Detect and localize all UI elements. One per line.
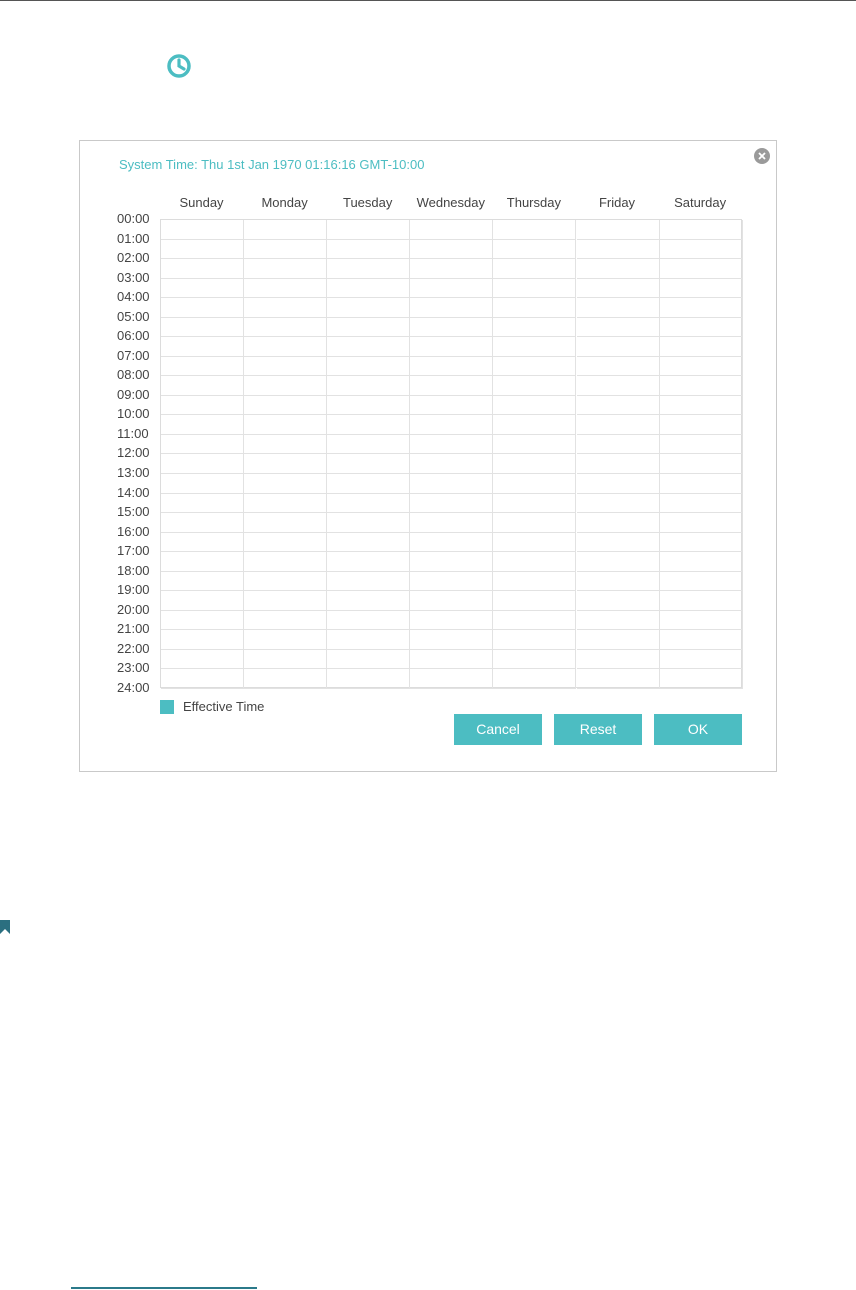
time-label: 15:00 — [117, 504, 150, 520]
schedule-cell[interactable] — [327, 474, 410, 494]
schedule-cell[interactable] — [410, 552, 493, 572]
schedule-cell[interactable] — [161, 630, 244, 650]
schedule-cell[interactable] — [327, 318, 410, 338]
schedule-cell[interactable] — [244, 415, 327, 435]
schedule-cell[interactable] — [493, 357, 576, 377]
schedule-cell[interactable] — [577, 396, 660, 416]
schedule-cell[interactable] — [410, 591, 493, 611]
schedule-cell[interactable] — [577, 298, 660, 318]
schedule-cell[interactable] — [660, 279, 743, 299]
time-label: 18:00 — [117, 562, 150, 578]
schedule-cell[interactable] — [493, 611, 576, 631]
schedule-cell[interactable] — [327, 298, 410, 318]
schedule-cell[interactable] — [244, 494, 327, 514]
time-label: 12:00 — [117, 445, 150, 461]
schedule-cell[interactable] — [493, 337, 576, 357]
schedule-cell[interactable] — [410, 669, 493, 689]
schedule-cell[interactable] — [161, 396, 244, 416]
schedule-cell[interactable] — [327, 279, 410, 299]
schedule-cell[interactable] — [577, 650, 660, 670]
time-label: 11:00 — [117, 425, 149, 441]
system-time: System Time: Thu 1st Jan 1970 01:16:16 GMT-10:00 — [119, 157, 425, 172]
schedule-cell[interactable] — [410, 474, 493, 494]
schedule-cell[interactable] — [577, 240, 660, 260]
time-label: 14:00 — [117, 484, 150, 500]
schedule-cell[interactable] — [493, 396, 576, 416]
schedule-cell[interactable] — [161, 494, 244, 514]
schedule-cell[interactable] — [244, 376, 327, 396]
schedule-cell[interactable] — [493, 494, 576, 514]
schedule-cell[interactable] — [410, 279, 493, 299]
day-header-sunday: Sunday — [179, 195, 224, 210]
schedule-cell[interactable] — [244, 298, 327, 318]
schedule-cell[interactable] — [161, 474, 244, 494]
schedule-cell[interactable] — [577, 220, 660, 240]
time-label: 22:00 — [117, 640, 150, 656]
schedule-cell[interactable] — [410, 337, 493, 357]
schedule-cell[interactable] — [660, 454, 743, 474]
schedule-cell[interactable] — [327, 552, 410, 572]
time-label: 05:00 — [117, 308, 150, 324]
schedule-cell[interactable] — [660, 318, 743, 338]
schedule-cell[interactable] — [161, 220, 244, 240]
schedule-cell[interactable] — [161, 572, 244, 592]
time-label: 08:00 — [117, 367, 150, 383]
schedule-cell[interactable] — [327, 611, 410, 631]
schedule-cell[interactable] — [244, 533, 327, 553]
schedule-cell[interactable] — [577, 591, 660, 611]
schedule-cell[interactable] — [660, 259, 743, 279]
schedule-cell[interactable] — [161, 318, 244, 338]
schedule-cell[interactable] — [660, 611, 743, 631]
schedule-cell[interactable] — [660, 298, 743, 318]
schedule-cell[interactable] — [410, 298, 493, 318]
schedule-cell[interactable] — [493, 240, 576, 260]
schedule-cell[interactable] — [493, 220, 576, 240]
schedule-cell[interactable] — [161, 376, 244, 396]
schedule-cell[interactable] — [577, 318, 660, 338]
schedule-cell[interactable] — [244, 611, 327, 631]
schedule-cell[interactable] — [161, 591, 244, 611]
schedule-cell[interactable] — [660, 376, 743, 396]
schedule-cell[interactable] — [244, 513, 327, 533]
schedule-cell[interactable] — [161, 611, 244, 631]
schedule-cell[interactable] — [577, 259, 660, 279]
schedule-cell[interactable] — [244, 259, 327, 279]
time-label: 13:00 — [117, 465, 150, 481]
schedule-cell[interactable] — [410, 572, 493, 592]
schedule-cell[interactable] — [327, 376, 410, 396]
schedule-cell[interactable] — [410, 533, 493, 553]
time-label: 10:00 — [117, 406, 150, 422]
schedule-cell[interactable] — [660, 669, 743, 689]
schedule-cell[interactable] — [577, 533, 660, 553]
time-label: 07:00 — [117, 347, 150, 363]
schedule-cell[interactable] — [577, 572, 660, 592]
legend — [160, 699, 264, 714]
schedule-cell[interactable] — [244, 337, 327, 357]
schedule-cell[interactable] — [410, 650, 493, 670]
schedule-cell[interactable] — [493, 630, 576, 650]
schedule-cell[interactable] — [660, 572, 743, 592]
day-header-monday: Monday — [261, 195, 308, 210]
schedule-cell[interactable] — [327, 572, 410, 592]
schedule-cell[interactable] — [410, 259, 493, 279]
schedule-cell[interactable] — [493, 669, 576, 689]
schedule-cell[interactable] — [327, 396, 410, 416]
schedule-cell[interactable] — [493, 298, 576, 318]
schedule-cell[interactable] — [161, 415, 244, 435]
ok-button[interactable]: OK — [654, 714, 742, 745]
schedule-cell[interactable] — [493, 474, 576, 494]
schedule-cell[interactable] — [161, 357, 244, 377]
schedule-grid[interactable] — [160, 219, 742, 688]
schedule-dialog — [79, 140, 777, 772]
schedule-cell[interactable] — [410, 415, 493, 435]
schedule-cell[interactable] — [660, 220, 743, 240]
day-header-thursday: Thursday — [506, 195, 561, 210]
schedule-cell[interactable] — [493, 435, 576, 455]
schedule-cell[interactable] — [327, 513, 410, 533]
schedule-cell[interactable] — [577, 415, 660, 435]
schedule-cell[interactable] — [577, 494, 660, 514]
schedule-cell[interactable] — [660, 435, 743, 455]
schedule-cell[interactable] — [660, 591, 743, 611]
footnote-divider — [71, 1287, 257, 1289]
time-label: 23:00 — [117, 660, 150, 676]
schedule-cell[interactable] — [577, 611, 660, 631]
schedule-cell[interactable] — [577, 552, 660, 572]
schedule-cell[interactable] — [161, 279, 244, 299]
schedule-cell[interactable] — [410, 318, 493, 338]
day-header-wednesday: Wednesday — [416, 195, 485, 210]
time-label: 03:00 — [117, 269, 150, 285]
schedule-cell[interactable] — [493, 376, 576, 396]
schedule-cell[interactable] — [660, 533, 743, 553]
schedule-cell[interactable] — [161, 513, 244, 533]
schedule-cell[interactable] — [660, 552, 743, 572]
schedule-cell[interactable] — [327, 650, 410, 670]
schedule-cell[interactable] — [660, 474, 743, 494]
schedule-cell[interactable] — [410, 357, 493, 377]
schedule-cell[interactable] — [660, 513, 743, 533]
schedule-cell[interactable] — [327, 435, 410, 455]
schedule-cell[interactable] — [327, 240, 410, 260]
legend-label: Effective Time — [183, 699, 265, 714]
schedule-cell[interactable] — [244, 650, 327, 670]
schedule-cell[interactable] — [244, 630, 327, 650]
schedule-cell[interactable] — [327, 454, 410, 474]
schedule-cell[interactable] — [493, 454, 576, 474]
close-icon[interactable] — [754, 148, 770, 164]
top-divider — [0, 0, 856, 1]
schedule-cell[interactable] — [161, 435, 244, 455]
schedule-cell[interactable] — [660, 630, 743, 650]
schedule-cell[interactable] — [244, 435, 327, 455]
schedule-cell[interactable] — [577, 376, 660, 396]
day-header-friday: Friday — [598, 195, 636, 210]
schedule-cell[interactable] — [577, 630, 660, 650]
schedule-cell[interactable] — [493, 318, 576, 338]
schedule-cell[interactable] — [493, 650, 576, 670]
schedule-cell[interactable] — [327, 357, 410, 377]
schedule-cell[interactable] — [493, 513, 576, 533]
schedule-cell[interactable] — [660, 396, 743, 416]
schedule-cell[interactable] — [327, 220, 410, 240]
schedule-cell[interactable] — [244, 591, 327, 611]
schedule-cell[interactable] — [244, 357, 327, 377]
schedule-cell[interactable] — [493, 572, 576, 592]
schedule-cell[interactable] — [327, 533, 410, 553]
time-label: 09:00 — [117, 386, 150, 402]
schedule-cell[interactable] — [577, 279, 660, 299]
schedule-cell[interactable] — [577, 513, 660, 533]
schedule-cell[interactable] — [244, 474, 327, 494]
schedule-cell[interactable] — [244, 396, 327, 416]
schedule-cell[interactable] — [161, 298, 244, 318]
schedule-cell[interactable] — [410, 513, 493, 533]
schedule-cell[interactable] — [493, 279, 576, 299]
schedule-cell[interactable] — [161, 454, 244, 474]
schedule-cell[interactable] — [660, 415, 743, 435]
schedule-cell[interactable] — [244, 279, 327, 299]
schedule-cell[interactable] — [410, 220, 493, 240]
schedule-cell[interactable] — [493, 259, 576, 279]
schedule-cell[interactable] — [161, 533, 244, 553]
schedule-cell[interactable] — [244, 552, 327, 572]
schedule-cell[interactable] — [244, 220, 327, 240]
schedule-cell[interactable] — [410, 396, 493, 416]
schedule-cell[interactable] — [660, 650, 743, 670]
time-label: 00:00 — [117, 211, 150, 226]
schedule-cell[interactable] — [410, 630, 493, 650]
schedule-cell[interactable] — [161, 650, 244, 670]
schedule-cell[interactable] — [410, 494, 493, 514]
schedule-cell[interactable] — [161, 552, 244, 572]
time-label: 02:00 — [117, 250, 150, 266]
time-label: 06:00 — [117, 328, 150, 344]
schedule-cell[interactable] — [161, 240, 244, 260]
schedule-cell[interactable] — [660, 357, 743, 377]
schedule-cell[interactable] — [577, 474, 660, 494]
day-header-tuesday: Tuesday — [342, 195, 393, 210]
time-label: 19:00 — [117, 582, 150, 598]
schedule-cell[interactable] — [660, 337, 743, 357]
cancel-button[interactable]: Cancel — [454, 714, 542, 745]
schedule-cell[interactable] — [577, 669, 660, 689]
schedule-cell[interactable] — [244, 318, 327, 338]
schedule-cell[interactable] — [493, 552, 576, 572]
schedule-cell[interactable] — [244, 454, 327, 474]
schedule-cell[interactable] — [327, 591, 410, 611]
schedule-cell[interactable] — [161, 669, 244, 689]
schedule-cell[interactable] — [161, 259, 244, 279]
schedule-cell[interactable] — [577, 357, 660, 377]
time-label: 16:00 — [117, 523, 150, 539]
schedule-cell[interactable] — [410, 376, 493, 396]
effective-time-swatch — [160, 700, 174, 714]
schedule-cell[interactable] — [327, 259, 410, 279]
schedule-cell[interactable] — [410, 454, 493, 474]
time-label: 20:00 — [117, 601, 150, 617]
reset-button[interactable]: Reset — [554, 714, 642, 745]
time-label: 01:00 — [117, 230, 150, 246]
schedule-cell[interactable] — [577, 435, 660, 455]
schedule-cell[interactable] — [410, 435, 493, 455]
clock-icon — [166, 53, 192, 79]
time-label: 04:00 — [117, 289, 150, 305]
schedule-cell[interactable] — [327, 669, 410, 689]
schedule-cell[interactable] — [327, 337, 410, 357]
schedule-cell[interactable] — [327, 630, 410, 650]
schedule-cell[interactable] — [493, 591, 576, 611]
schedule-cell[interactable] — [410, 240, 493, 260]
time-label: 17:00 — [117, 543, 150, 559]
schedule-cell[interactable] — [577, 337, 660, 357]
schedule-cell[interactable] — [660, 240, 743, 260]
schedule-cell[interactable] — [244, 669, 327, 689]
schedule-cell[interactable] — [244, 240, 327, 260]
schedule-cell[interactable] — [327, 415, 410, 435]
schedule-cell[interactable] — [161, 337, 244, 357]
schedule-cell[interactable] — [327, 494, 410, 514]
time-label: 24:00 — [117, 679, 150, 695]
day-header-saturday: Saturday — [674, 195, 727, 210]
time-label: 21:00 — [117, 621, 150, 637]
schedule-cell[interactable] — [493, 415, 576, 435]
schedule-cell[interactable] — [244, 572, 327, 592]
schedule-cell[interactable] — [660, 494, 743, 514]
schedule-cell[interactable] — [493, 533, 576, 553]
schedule-cell[interactable] — [577, 454, 660, 474]
schedule-cell[interactable] — [410, 611, 493, 631]
bookmark-icon — [0, 920, 10, 934]
